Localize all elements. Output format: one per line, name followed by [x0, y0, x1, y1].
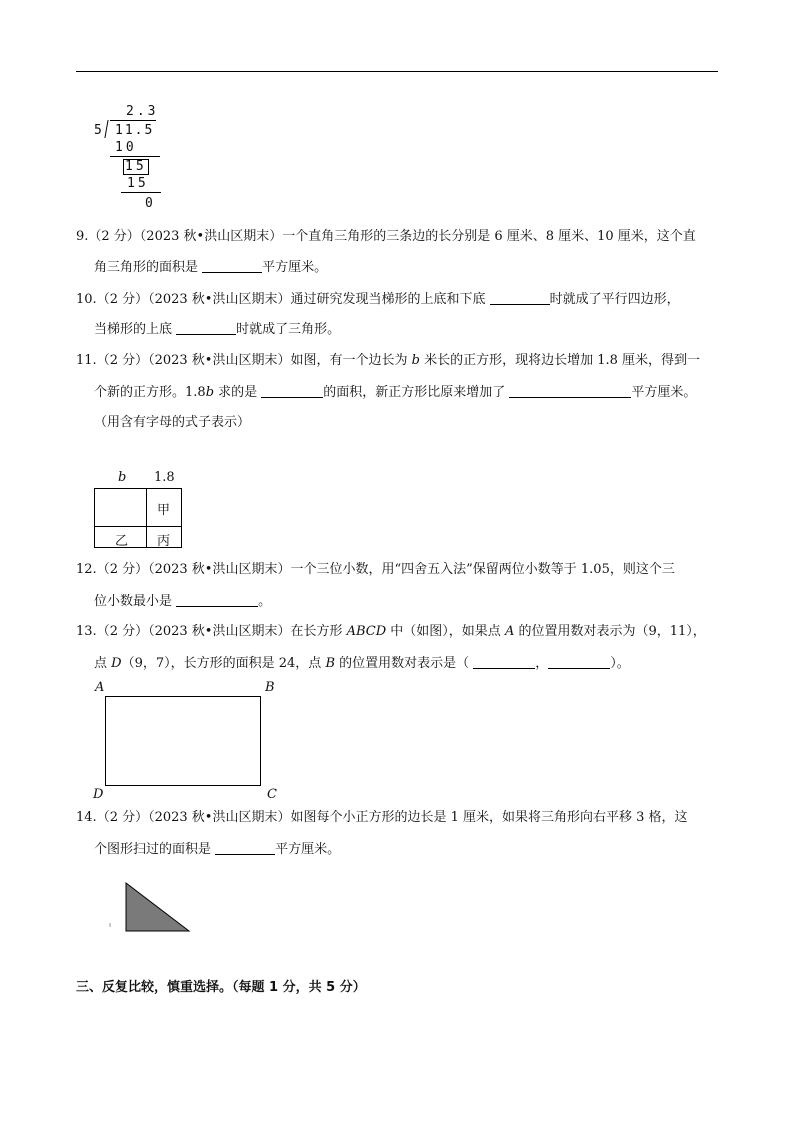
- q9-line2: [94, 259, 327, 276]
- q11-text-3: 个新的正方形。1.8: [94, 385, 206, 400]
- q9-text-3: 平方厘米。: [262, 260, 328, 275]
- q14-answer-blank[interactable]: [215, 841, 275, 855]
- q13-text-5: （9，7），长方形的面积是 24，点: [121, 656, 326, 671]
- q14-text-1: （2 分）（2023 秋•洪山区期末）如图每个小正方形的边长是 1 厘米，如果将三角形向右平移 3 格，这: [96, 810, 688, 825]
- q9-number: 9.: [76, 229, 89, 244]
- q12-text-3: 。: [258, 594, 272, 609]
- division-remainder-box: 15: [125, 159, 147, 174]
- division-divisor: 5: [94, 123, 102, 138]
- q13-point-b: B: [325, 656, 335, 671]
- division-bracket: [104, 120, 108, 138]
- q13-text-2: 中（如图），如果点: [386, 624, 505, 639]
- q11-fig-jia: 甲: [157, 503, 171, 518]
- q11-fig-label-b: b: [118, 470, 127, 485]
- q13-text-4: 点: [94, 656, 112, 671]
- q13-text-3: 的位置用数对表示为（9，11），: [514, 624, 706, 639]
- q10-line2: [94, 321, 340, 338]
- q11-var-b-2: b: [205, 385, 215, 400]
- q14-triangle: [126, 883, 189, 931]
- q11-text-1: （2 分）（2023 秋•洪山区期末）如图，有一个边长为: [96, 353, 412, 368]
- q11-text-7: （用含有字母的式子表示）: [94, 415, 251, 430]
- q14-line1: [76, 810, 688, 826]
- q12-text-2: 位小数最小是: [94, 594, 177, 609]
- q13-answer-blank-1[interactable]: [473, 655, 535, 669]
- q11-number: 11.: [76, 353, 97, 368]
- q10-line1: [76, 291, 680, 308]
- q14-triangle-figure: [100, 878, 200, 938]
- division-bar: [110, 120, 156, 121]
- q13-text-6: 的位置用数对表示是（: [335, 656, 474, 671]
- q12-text-1: （2 分）（2023 秋•洪山区期末）一个三位小数，用“四舍五入法”保留两位小数等于 1.05，则这个三: [96, 562, 675, 577]
- header-rule: [76, 71, 718, 72]
- q11-square-vline: [146, 488, 147, 548]
- q13-abcd: ABCD: [346, 624, 387, 639]
- q11-var-b: b: [411, 353, 420, 368]
- division-step2: 15: [127, 176, 149, 191]
- section-3-title: 三、反复比较，慎重选择。（每题 1 分，共 5 分）: [76, 980, 366, 995]
- q14-text-2: 个图形扫过的面积是: [94, 842, 216, 857]
- q10-text-4: 时就成了三角形。: [236, 322, 341, 337]
- q13-rectangle: [105, 696, 261, 786]
- q13-number: 13.: [76, 624, 97, 639]
- q11-fig-label-1-8: 1.8: [154, 470, 175, 485]
- q13-comma: ，: [535, 656, 549, 671]
- q12-line1: [76, 562, 675, 578]
- q13-label-b: B: [265, 680, 275, 695]
- division-final: 0: [145, 196, 153, 211]
- q10-text-1: （2 分）（2023 秋•洪山区期末）通过研究发现当梯形的上底和下底: [96, 292, 490, 307]
- q13-label-d: D: [93, 787, 104, 802]
- q10-text-2: 时就成了平行四边形，: [549, 292, 680, 307]
- division-quotient: 2.3: [126, 104, 159, 119]
- q11-square-hline: [94, 526, 182, 527]
- q9-answer-blank[interactable]: [202, 259, 262, 273]
- q11-answer-blank-2[interactable]: [509, 384, 631, 398]
- q14-line2: [94, 841, 340, 858]
- q13-point-d: D: [111, 656, 122, 671]
- q11-text-6: 平方厘米。: [631, 385, 697, 400]
- q13-label-c: C: [267, 787, 277, 802]
- q11-text-4: 求的是: [214, 385, 262, 400]
- q13-line1: [76, 624, 706, 640]
- q13-text-1: （2 分）（2023 秋•洪山区期末）在长方形: [96, 624, 347, 639]
- q10-answer-blank-1[interactable]: [490, 291, 550, 305]
- division-step1: 10: [115, 140, 137, 155]
- division-rule-1: [110, 156, 160, 157]
- q11-line1: [76, 353, 700, 369]
- q13-point-a: A: [504, 624, 515, 639]
- q9-text-1: （2 分）（2023 秋•洪山区期末）一个直角三角形的三条边的长分别是 6 厘米、8 厘米、10 厘米，这个直: [88, 229, 696, 244]
- q13-label-a: A: [95, 680, 105, 695]
- q9-text-2: 角三角形的面积是: [94, 260, 203, 275]
- q12-line2: [94, 593, 271, 610]
- division-rule-2: [121, 192, 161, 193]
- q12-answer-blank[interactable]: [176, 593, 258, 607]
- q13-line2: [94, 655, 630, 672]
- q10-number: 10.: [76, 292, 97, 307]
- q11-text-2: 米长的正方形，现将边长增加 1.8 厘米，得到一: [419, 353, 701, 368]
- q12-number: 12.: [76, 562, 97, 577]
- q10-text-3: 当梯形的上底: [94, 322, 177, 337]
- q11-fig-yi: 乙: [115, 534, 129, 549]
- q14-number: 14.: [76, 810, 97, 825]
- q13-answer-blank-2[interactable]: [548, 655, 610, 669]
- q10-answer-blank-2[interactable]: [176, 321, 236, 335]
- q9-line1: [76, 229, 696, 245]
- q11-text-5: 的面积，新正方形比原来增加了: [323, 385, 510, 400]
- q11-line2: [94, 384, 696, 401]
- q11-fig-bing: 丙: [157, 534, 171, 549]
- q13-text-7: ）。: [610, 656, 630, 671]
- q11-line3: [94, 415, 250, 431]
- q11-answer-blank-1[interactable]: [261, 384, 323, 398]
- q14-text-3: 平方厘米。: [275, 842, 341, 857]
- division-dividend: 11.5: [115, 123, 155, 138]
